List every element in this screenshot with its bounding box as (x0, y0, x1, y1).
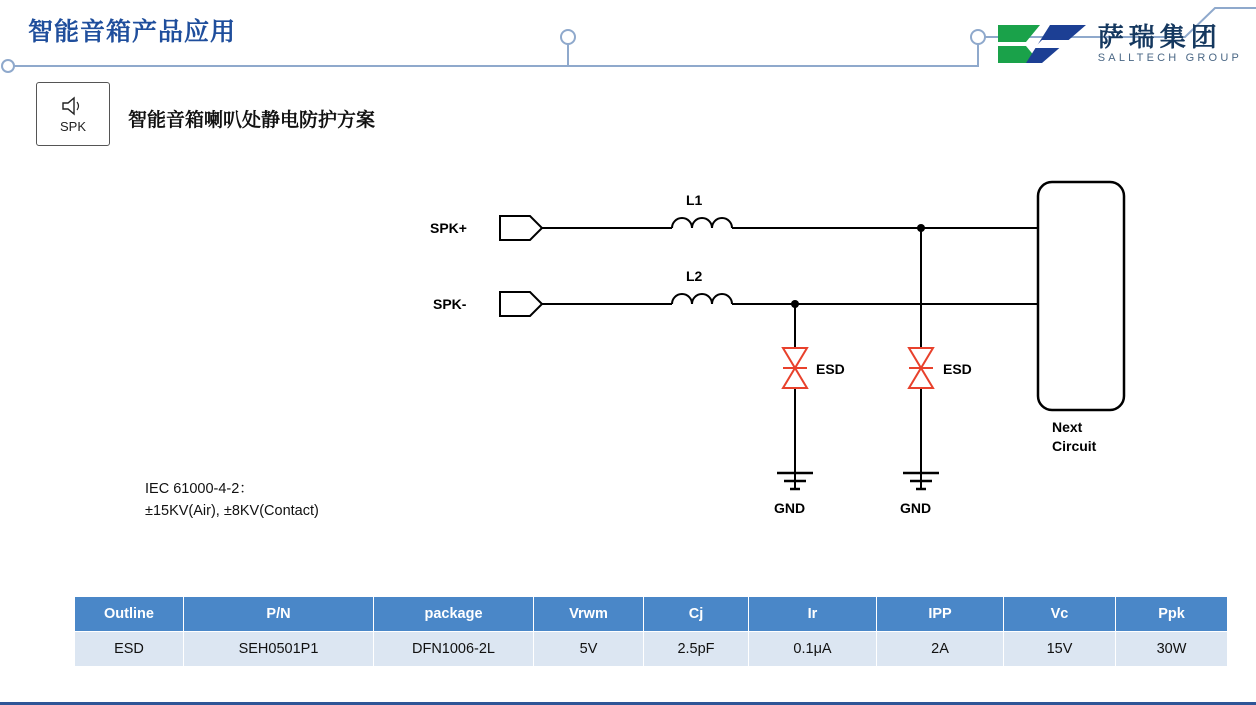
label-esd-2: ESD (943, 361, 972, 377)
cell-vrwm: 5V (534, 632, 644, 667)
next-circuit-line2: Circuit (1052, 437, 1097, 454)
label-inductor-l1: L1 (686, 192, 703, 208)
logo-mark-icon (996, 22, 1088, 66)
table-col-ir: Ir (749, 597, 877, 632)
speaker-icon (60, 95, 86, 117)
logo-text-en: SALLTECH GROUP (1097, 51, 1242, 64)
cell-outline: ESD (75, 632, 184, 667)
table-col-pn: P/N (184, 597, 374, 632)
table-col-outline: Outline (75, 597, 184, 632)
iec-note-line2: ±15KV(Air), ±8KV(Contact) (145, 503, 319, 520)
table-col-ppk: Ppk (1116, 597, 1228, 632)
label-gnd-2: GND (900, 500, 932, 516)
cell-package: DFN1006-2L (374, 632, 534, 667)
cell-vc: 15V (1004, 632, 1116, 667)
table-col-ipp: IPP (877, 597, 1004, 632)
table-col-cj: Cj (644, 597, 749, 632)
table-col-vc: Vc (1004, 597, 1116, 632)
page-title: 智能音箱产品应用 (28, 18, 237, 46)
cell-ipp: 2A (877, 632, 1004, 667)
company-logo (996, 22, 1242, 66)
section-title: 智能音箱喇叭处静电防护方案 (128, 110, 376, 131)
logo-text-cn: 萨瑞集团 (1097, 21, 1222, 52)
label-spk-minus: SPK- (433, 296, 467, 312)
next-circuit-block-label (1052, 418, 1096, 456)
spk-badge-label: SPK (59, 118, 86, 134)
table-col-vrwm: Vrwm (534, 597, 644, 632)
label-inductor-l2: L2 (686, 268, 703, 284)
cell-ir: 0.1μA (749, 632, 877, 667)
label-spk-plus: SPK+ (430, 220, 467, 236)
table-header-row (75, 597, 1228, 632)
label-esd-1: ESD (816, 361, 845, 377)
cell-ppk: 30W (1116, 632, 1228, 667)
label-gnd-1: GND (774, 500, 806, 516)
cell-cj: 2.5pF (644, 632, 749, 667)
circuit-diagram (0, 150, 1256, 550)
table-col-package: package (374, 597, 534, 632)
table-row (75, 632, 1228, 667)
iec-standard-note (145, 478, 319, 523)
spec-table (74, 596, 1228, 667)
iec-note-line1: IEC 61000-4-2： (145, 481, 254, 497)
cell-pn: SEH0501P1 (184, 632, 374, 667)
spk-badge (36, 82, 110, 146)
next-circuit-line1: Next (1052, 419, 1083, 435)
